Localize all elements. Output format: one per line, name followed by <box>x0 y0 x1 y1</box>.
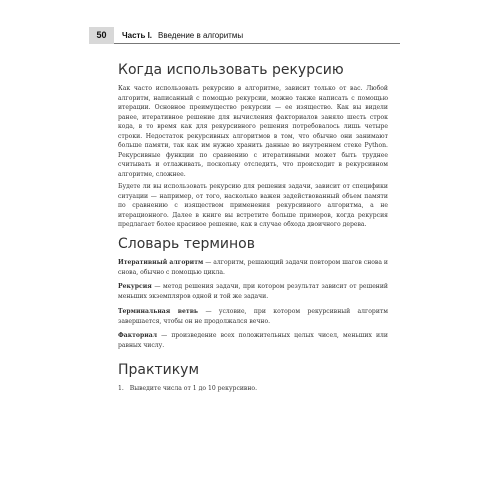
section-heading-when-to-use: Когда использовать рекурсию <box>118 62 344 78</box>
glossary-term: Рекурсия <box>118 283 152 290</box>
glossary-term: Факториал <box>118 332 157 339</box>
glossary-entry <box>118 331 388 350</box>
chapter-title: Введение в алгоритмы <box>158 30 244 40</box>
glossary-entry <box>118 307 388 326</box>
running-header <box>89 26 400 44</box>
glossary-term: Терминальная ветвь <box>118 308 199 315</box>
practice-item <box>118 384 388 394</box>
glossary-entry <box>118 258 388 277</box>
section-heading-glossary: Словарь терминов <box>118 236 255 252</box>
glossary-definition: — произведение всех положительных целых чисел, меньших или равных числу. <box>118 332 388 349</box>
part-label: Часть I. <box>122 30 153 40</box>
glossary-definition: — алгоритм, решающий задачи повтором шагов снова и снова, обычно с помощью цикла. <box>118 259 388 276</box>
practice-item-text: Выведите числа от 1 до 10 рекурсивно. <box>129 385 258 392</box>
chapter-label <box>122 31 243 40</box>
header-divider <box>114 43 400 44</box>
page-number: 50 <box>89 27 114 44</box>
section-heading-practice: Практикум <box>118 362 200 378</box>
paragraph-when-to-use-1: Как часто использовать рекурсию в алгоритме, зависит только от вас. Любой алгоритм, написанный с помощью рекурсии, можно также написать с помощью итерации. Основное преимущество рекурсии — ее изящество. Как вы видели ранее, итеративное решение для вычисления факториалов заняло шесть строк кода, в то время как для рекурсивного решения потребовалось лишь четыре строки. Недостаток рекурсивных алгоритмов в том, что обычно они занимают больше памяти, так как им нужно хранить данные во внутреннем стеке Python. Рекурсивные функции по сравнению с итеративными может быть труднее считывать и отлаживать, поскольку отследить, что происходит в рекурсивном алгоритме, сложнее. <box>118 85 388 178</box>
paragraph-when-to-use-2: Будете ли вы использовать рекурсию для решения задачи, зависит от специфики ситуации — например, от того, насколько важен задействованный объем памяти по сравнению с изяществом применения рекурсивного алгоритма, а не итерационного. Далее в книге вы встретите больше примеров, когда рекурсия предлагает более красивое решение, как в случае обхода двоичного дерева. <box>118 183 388 228</box>
glossary-definition: — условие, при котором рекурсивный алгоритм завершается, чтобы он не продолжался вечно. <box>118 308 388 325</box>
practice-item-number: 1. <box>118 385 124 392</box>
glossary-definition: — метод решения задачи, при котором результат зависит от решений меньших экземпляров одной и той же задачи. <box>118 283 388 300</box>
glossary-term: Итеративный алгоритм <box>118 259 204 266</box>
glossary-entry <box>118 282 388 301</box>
